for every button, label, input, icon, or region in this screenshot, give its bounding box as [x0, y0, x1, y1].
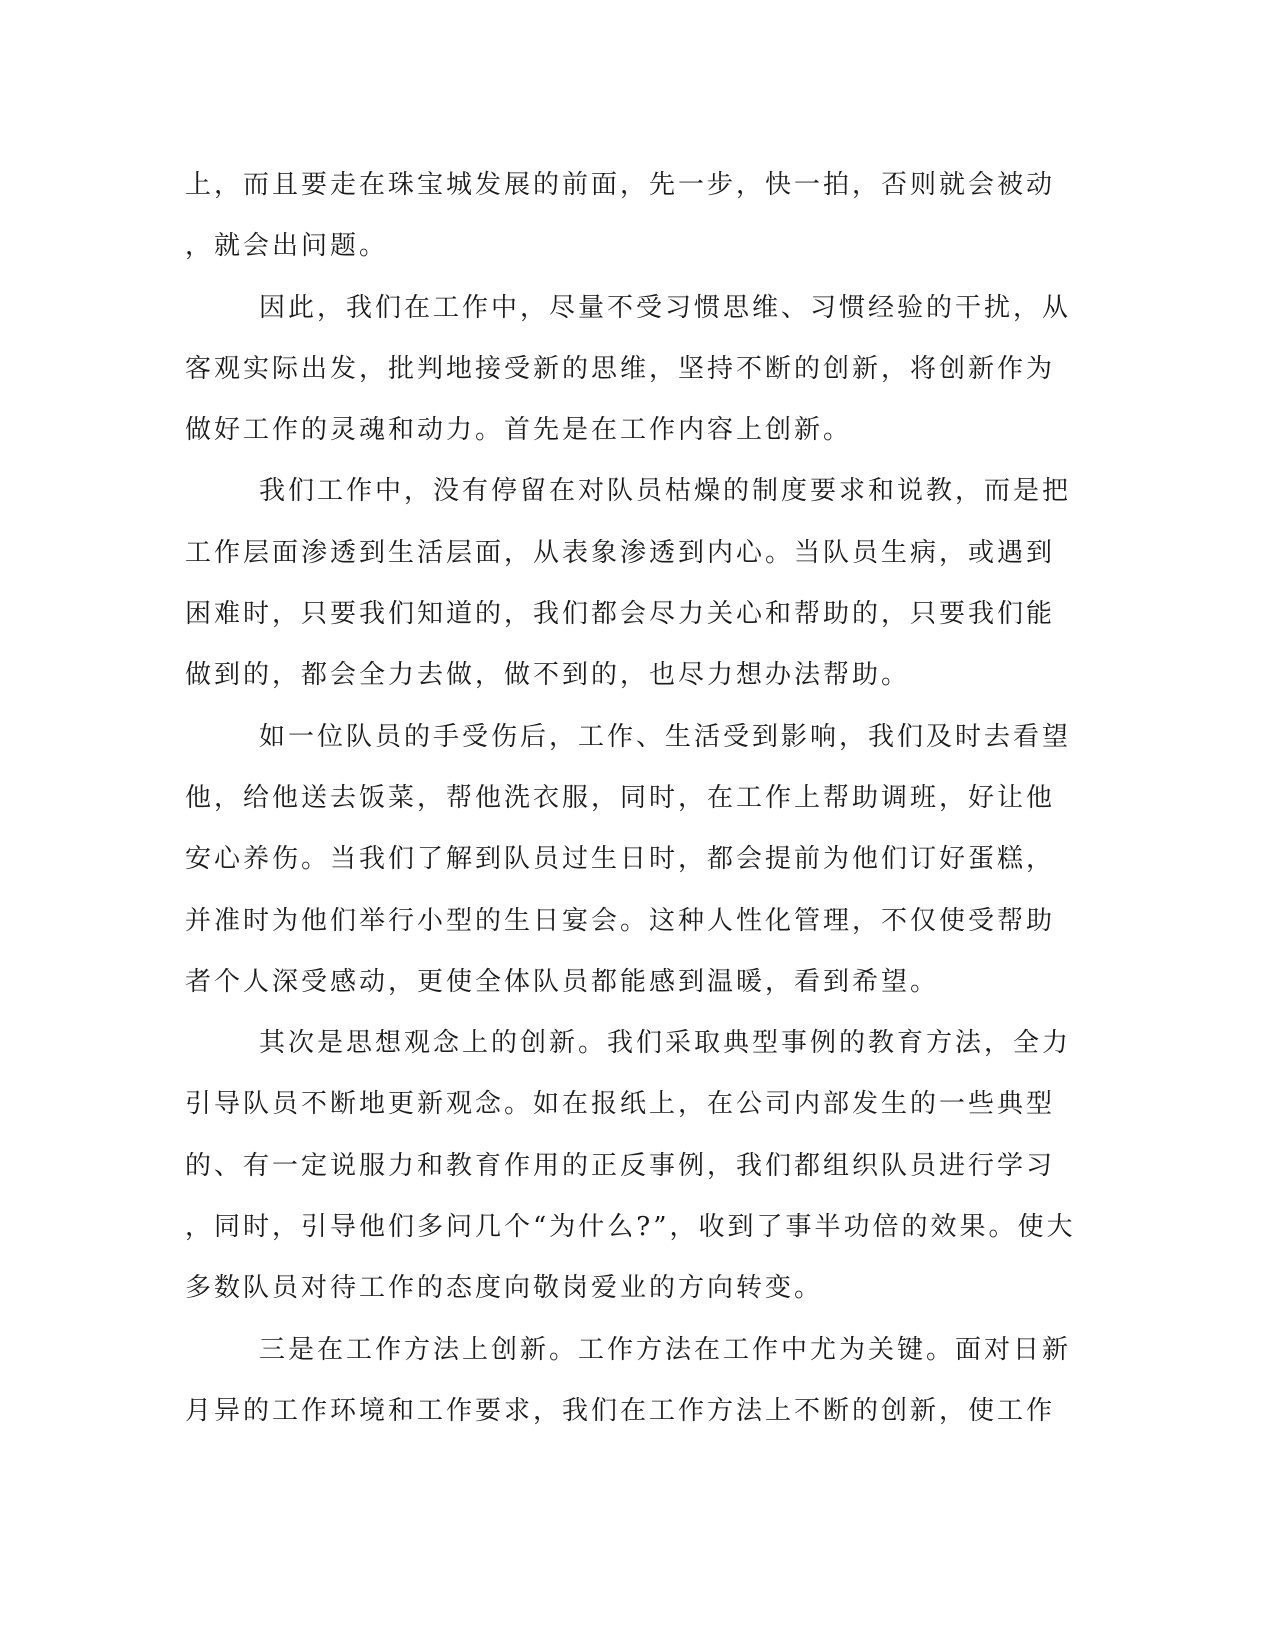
text-line: ，就会出问题。 — [185, 231, 389, 262]
text-line: 他，给他送去饭菜，帮他洗衣服，同时，在工作上帮助调班，好让他 — [185, 782, 1056, 813]
text-line: 安心养伤。当我们了解到队员过生日时，都会提前为他们订好蛋糕， — [185, 844, 1056, 875]
text-line: 做到的，都会全力去做，做不到的，也尽力想办法帮助。 — [185, 660, 911, 691]
text-line: 困难时，只要我们知道的，我们都会尽力关心和帮助的，只要我们能 — [185, 599, 1056, 630]
text-line: 者个人深受感动，更使全体队员都能感到温暖，看到希望。 — [185, 966, 940, 997]
paragraph-first-line: 三是在工作方法上创新。工作方法在工作中尤为关键。面对日新 — [259, 1334, 1072, 1365]
text-line: 工作层面渗透到生活层面，从表象渗透到内心。当队员生病，或遇到 — [185, 537, 1056, 568]
text-line: 并准时为他们举行小型的生日宴会。这种人性化管理，不仅使受帮助 — [185, 905, 1056, 936]
text-line: 做好工作的灵魂和动力。首先是在工作内容上创新。 — [185, 415, 853, 446]
document-body — [185, 155, 1076, 1442]
text-line: 多数队员对待工作的态度向敬岗爱业的方向转变。 — [185, 1273, 824, 1304]
paragraph-first-line: 其次是思想观念上的创新。我们采取典型事例的教育方法，全力 — [259, 1028, 1072, 1059]
text-line: 月异的工作环境和工作要求，我们在工作方法上不断的创新，使工作 — [185, 1395, 1056, 1426]
text-line: 上，而且要走在珠宝城发展的前面，先一步，快一拍，否则就会被动 — [185, 170, 1056, 200]
text-line: ，同时，引导他们多问几个“为什么?”，收到了事半功倍的效果。使大 — [185, 1212, 1076, 1243]
paragraph-first-line: 我们工作中，没有停留在对队员枯燥的制度要求和说教，而是把 — [259, 476, 1072, 507]
paragraph-first-line: 因此，我们在工作中，尽量不受习惯思维、习惯经验的干扰，从 — [259, 292, 1072, 323]
text-line: 引导队员不断地更新观念。如在报纸上，在公司内部发生的一些典型 — [185, 1089, 1056, 1120]
text-line: 客观实际出发，批判地接受新的思维，坚持不断的创新，将创新作为 — [185, 353, 1056, 384]
text-line: 的、有一定说服力和教育作用的正反事例，我们都组织队员进行学习 — [185, 1150, 1056, 1181]
paragraph-first-line: 如一位队员的手受伤后，工作、生活受到影响，我们及时去看望 — [259, 721, 1072, 752]
